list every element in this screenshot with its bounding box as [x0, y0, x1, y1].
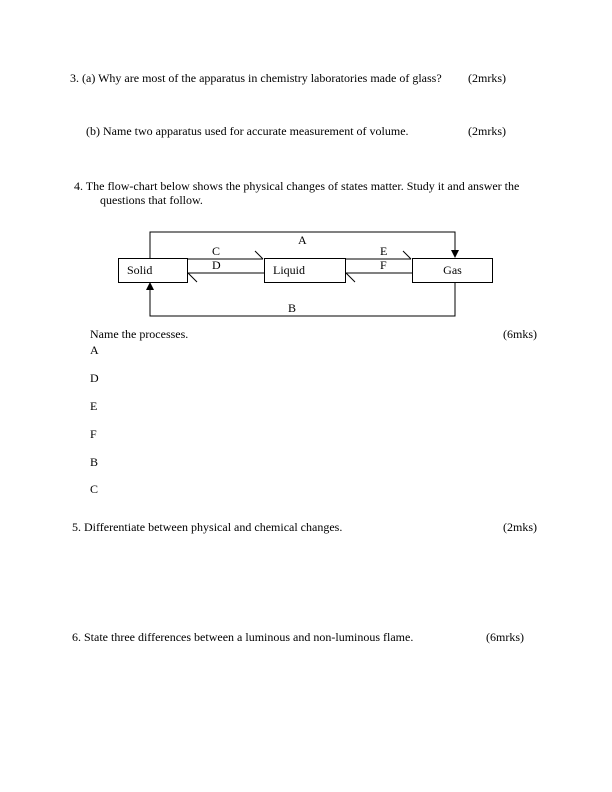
- question-5-text: 5. Differentiate between physical and chemical changes.: [72, 520, 343, 534]
- flowchart-box-gas: [412, 258, 493, 283]
- processes-prompt: Name the processes.: [90, 327, 189, 341]
- process-letter-c: C: [90, 482, 99, 496]
- flowchart-box-solid: [118, 258, 188, 283]
- process-letter-f: F: [90, 427, 97, 441]
- flowchart-label-b: B: [288, 301, 297, 315]
- question-6-text: 6. State three differences between a luminous and non-luminous flame.: [72, 630, 414, 644]
- question-4-line1: 4. The flow-chart below shows the physical changes of states matter. Study it and answer the: [74, 179, 520, 193]
- flowchart-label-a: A: [298, 233, 307, 247]
- flowchart-label-e: E: [380, 244, 388, 258]
- question-3a-marks: (2mrks): [468, 71, 506, 85]
- question-4-line2: questions that follow.: [100, 193, 203, 207]
- process-letter-b: B: [90, 455, 99, 469]
- process-letter-a: A: [90, 343, 99, 357]
- question-3b-marks: (2mrks): [468, 124, 506, 138]
- flowchart-box-liquid-label: Liquid: [273, 263, 305, 277]
- question-5-marks: (2mks): [503, 520, 537, 534]
- flowchart-label-d: D: [212, 258, 221, 272]
- process-letter-d: D: [90, 371, 99, 385]
- processes-marks: (6mks): [503, 327, 537, 341]
- process-letter-e: E: [90, 399, 98, 413]
- question-3b-text: (b) Name two apparatus used for accurate measurement of volume.: [86, 124, 409, 138]
- flowchart-box-liquid: [264, 258, 346, 283]
- flowchart-box-gas-label: Gas: [443, 263, 462, 277]
- flowchart-box-solid-label: Solid: [127, 263, 153, 277]
- flowchart-label-c: C: [212, 244, 221, 258]
- question-3a-text: 3. (a) Why are most of the apparatus in chemistry laboratories made of glass?: [70, 71, 442, 85]
- flowchart-label-f: F: [380, 258, 387, 272]
- question-6-marks: (6mrks): [486, 630, 524, 644]
